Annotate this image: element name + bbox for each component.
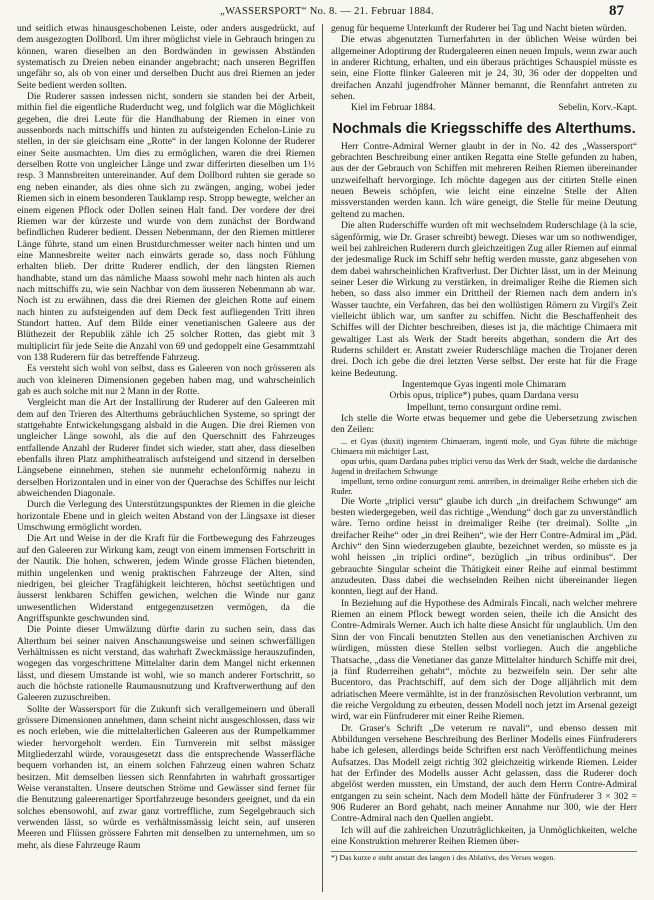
paragraph: Die alten Ruderschiffe wurden oft mit wechselndem Ruderschlage (à la scie, sägenförmig, wie Dr. Graser schreibt) bewegt. Dieses war um so nothwendiger, weil bei zahlreichen Ruderern durch gleichzeitigen Zug aller Riemen auf einmal der jedesmalige Ruck im Schiff sehr heftig werden musste, ganz abgesehen von dem dabei wahrscheinlichen Kraftverlust. Der Dichter lässt, um in der Meinung seiner Leser die Wirkung zu verstärken, in dreimaliger Reihe die Riemen sich heben, so dass also immer ein Drittheil der Riemen nach dem andern in's Wasser tauchte, ein Verfahren, das bei den wollüstigen Römern zu Virgil's Zeit vielleicht üblich war, um sanfter zu schiffen. Nicht die Beschaffenheit des Schiffes will der Dichter beschreiben, dieses ist ja, die mächtige Chimaera mit gewaltiger Last als Werk der Stadt bereits abgethan, sondern die Art des Ruderns schildert er. Anstatt zweier Ruderschläge machen die Trojaner deren drei. Doch ich gebe die drei letzten Verse selbst. Der erste hat für die Frage keine Bedeutung. bbox=[331, 221, 637, 379]
footnote: *) Das kurze e steht anstatt des langen i des Ablativs, des Verses wegen. bbox=[331, 851, 637, 863]
verse-line: Impellunt, terno consurgunt ordine remi. bbox=[406, 402, 562, 413]
translation-line: ... et Gyas (duxit) ingentem Chimaeram, ingenti mole, und Gyas führte die mächtige Chimaera mit mächtiger Last, bbox=[331, 436, 637, 456]
page-header bbox=[0, 0, 654, 22]
paragraph: Ich will auf die zahlreichen Unzuträglichkeiten, ja Unmöglichkeiten, welche eine Konstruktion mehrerer Reihen Riemen über- bbox=[331, 825, 637, 847]
left-column bbox=[17, 24, 315, 894]
paragraph: Sollte der Wassersport für die Zukunft sich verallgemeinern und überall grössere Dimensionen annehmen, dann scheint nicht ausgeschlossen, dass wir es noch erleben, wie die mittelalterlichen Galeeren aus der Rumpelkammer wieder hervorgeholt werden. Ein Turnverein mit selbst mässiger Mitgliederzahl würde, vorausgesetzt dass die entsprechende Wasserfläche bequem vorhanden ist, an einem solchen Fahrzeug einen wahren Schatz besitzen. Mit demselben liessen sich Rennfahrten in wahrhaft grossartiger Weise veranstalten. Unsere deutschen Ströme und Gewässer sind ferner für die Benutzung galeerenartiger Sportfahrzeuge besonders geeignet, und da ein solches ebensowohl, auf zwar ganz vortreffliche, zum Segelgebrauch sich verwenden lässt, so würde es verhältnissmässig leicht sein, auf unseren Meeren und Flüssen grössere Fahrten mit denselben zu unternehmen, um so mehr, als diese Fahrzeuge Raum bbox=[17, 704, 315, 851]
page-number: 87 bbox=[609, 3, 624, 19]
signature-place-date: Kiel im Februar 1884. bbox=[351, 103, 436, 114]
verse-line: Ingentemque Gyas ingenti mole Chimaram bbox=[401, 379, 567, 390]
paragraph: In Beziehung auf die Hypothese des Admirals Fincali, nach welcher mehrere Riemen an einem Pflock bewegt worden seien, theile ich die Ansicht des Contre-Admirals Werner. Auch ich halte diese Ansicht für unglaublich. Um den Sinn der von Fincali benutzten Stellen aus den venetianischen Archiven zu würdigen, müssten diese Stellen selbst vorliegen. Auch die angebliche Thatsache, „dass die Venetianer das ganze Mittelalter hindurch Schiffe mit drei, ja fünf Ruderreihen gehabt“, möchte zu bezweifeln sein. Der sehr alte Bucentoro, das Prachtschiff, auf dem sich der Doge alljährlich mit dem adriatischen Meere vermählte, ist in der französischen Revolution verbrannt, um die reiche Vergoldung zu erbeuten, dessen Modell noch jetzt im Arsenal gezeigt wird, war ein Fünfruderer mit einer Reihe Riemen. bbox=[331, 598, 637, 723]
paragraph: Ich stelle die Worte etwas bequemer und gebe die Uebersetzung zwischen den Zeilen: bbox=[331, 414, 637, 436]
paragraph: Die Ruderer sassen indessen nicht, sondern sie standen bei der Arbeit, mithin fiel die eigentliche Ruderducht weg, und folglich war die Möglichkeit gegeben, die drei Leute für die Handhabung der Riemen in einer von aussenbords nach mittschiffs und hinten zu aufsteigenden Echelon-Linie zu stellen, in der sie gleichsam eine „Rotte“ in der langen Kolonne der Ruderer einer Seite ausmachten. Um dies zu ermöglichen, waren die drei Riemen derselben Rotte von ungleicher Länge und zwar differirten dieselben um 1½ resp. 3 Mannsbreiten untereinander. Auf dem Dollbord ruhten sie gerade so eng neben einander, als dies ohne sich zu zwängen, anging, wobei jeder Riemen sich in einem besonderen Tauklamp resp. Stropp bewegte, welcher an einem eigenen Pflock oder Dollen seinen Halt fand. Der vordere der drei Riemen war der kürzeste und wurde von dem zunächst der Bordwand befindlichen Ruderer bedient. Dessen Nebenmann, der den Riemen mittlerer Länge führte, stand um einen Brustdurchmesser weiter nach hinten und um eine Mannesbreite weiter nach einwärts gerade so, dass noch Fühlung erhalten blieb. Der dritte Ruderer endlich, der den längsten Riemen handhabte, stand um das nämliche Maass sowohl mehr nach hinten als auch nach mittschiffs zu, wie sein Nachbar von dem äusseren Nebenmann ab war. Noch ist zu erwähnen, dass die drei Riemen der gleichen Rotte auf einem nach hinten zu aufsteigenden auf dem Deck fest aufliegenden Tritt ihren Standort hatten. Auf dem Bilde einer venetianischen Galeere aus der Blüthezeit der Republik zähle ich 25 solcher Rotten, das giebt mit 3 multiplicirt für jede Seite die Anzahl von 69 und gedoppelt eine Gesammtzahl von 138 Ruderern für das betreffende Fahrzeug. bbox=[17, 92, 315, 363]
paragraph: Die etwas abgenutzten Turnerfahrten in der üblichen Weise würden bei allgemeiner Adoptirung der Rudergaleeren einen neuen Impuls, wenn zwar auch in anderer Richtung, erhalten, und ein überaus prächtiges Schauspiel müsste es sein, eine Flotte flinker Galeeren mit je 24, 30, 36 oder der doppelten und dreifachen Anzahl jugendfroher Männer bemannt, die Rennfahrt antreten zu sehen. bbox=[331, 35, 637, 103]
translation-line: impellunt, terno ordine consurgunt remi. antreiben, in dreimaliger Reihe erheben sich die Ruder. bbox=[331, 476, 637, 496]
article-title: Nochmals die Kriegsschiffe des Alterthums. bbox=[332, 120, 636, 137]
paragraph: Die Worte „triplici versu“ glaube ich durch „in dreifachem Schwunge“ am besten wiedergegeben, weil das richtige „Wendung“ doch gar zu unverständlich wäre. Terno ordine heisst in dreimaliger Reihe (ter dreimal). Sollte „in dreifacher Reihe“ oder „in drei Reihen“, wie der Herr Contre-Admiral im „Päd. Archiv“ den Sinn wiederzugeben glaubte, bezeichnet werden, so müsste es ja wohl heissen „in triplici ordine“, bezüglich „in tribus ordinibus“. Der gebrauchte Singular scheint die Thätigkeit einer Reihe auf einmal bestimmt anzudeuten. Dass dabei die wechselnden Reihen nicht übereinander liegen konnten, liegt auf der Hand. bbox=[331, 496, 637, 598]
paragraph: genug für bequeme Unterkunft der Ruderer bei Tag und Nacht bieten würden. bbox=[331, 24, 627, 34]
running-header-title: „WASSERSPORT“ No. 8. — 21. Februar 1884. bbox=[220, 6, 434, 17]
paragraph: Dr. Graser's Schrift „De veterum re navali“, und ebenso dessen mit Abbildungen versehene Beschreibung des Berliner Modells eines Fünfruderers habe ich gelesen, allerdings beide Schriften erst nach Veröffentlichung meines Aufsatzes. Das Modell zeigt richtig 302 gleichzeitig wirkende Riemen. Leider hat der Erfinder des Modells ausser Acht gelassen, dass die Ruderer doch abgelöst werden mussten, ein Umstand, der auch dem Herrn Contre-Admiral entgangen zu sein scheint. Nach dem Modell hätte der Fünfruderer 3 × 302 = 906 Ruderer an Bord gehabt, nach meiner Annahme nur 300, wie der Herr Contre-Admiral nach den Quellen angiebt. bbox=[331, 723, 637, 825]
column-divider bbox=[322, 24, 323, 892]
translation-line: opus urbis, quam Dardana pubes triplici versu das Werk der Stadt, welche die dardanische Jugend in dreifachem Schwunge bbox=[331, 456, 637, 476]
paragraph: Die Art und Weise in der die Kraft für die Fortbewegung des Fahrzeuges auf den Galeeren zur Wirkung kam, zeugt von einem immensen Fortschritt in der Nautik. Die hohen, schweren, jedem Winde grosse Flächen bietenden, mithin ungelenken und wenig praktischen Fahrzeuge der Alten, sind niedrigen, bei gleicher Tragfähigkeit leichteren, höchst seetüchtigen und äusserst lenkbaren Schiffen gewichen, welchen die Winde nur ganz unwesentlichen Widerstand entgegenzusetzen vermögen, da die Angriffspunkte geschwunden sind. bbox=[17, 534, 315, 624]
paragraph: Vergleicht man die Art der Installirung der Ruderer auf den Galeeren mit dem auf den Trieren des Alterthums gebräuchlichen Systeme, so springt der stattgehabte Entwickelungsgang alsbald in die Augen. Die drei Riemen von ungleicher Länge sowohl, als die auf den Querschnitt des Fahrzeuges entfallende Anzahl der Ruderer findet sich wieder, statt aber, dass dieselben ebenfalls ihren Platz amphitheatralisch aufsteigend und sitzend in derselben Längsebene einnehmen, stehen sie nunmehr echelonförmig nahezu in derselben Horizontalen und in einer von der Querachse des Schiffes nur leicht abweichenden Diagonale. bbox=[17, 398, 315, 500]
paragraph: Herr Contre-Admiral Werner glaubt in der in No. 42 des „Wassersport“ gebrachten Beschreibung einer antiken Regatta eine Stelle gefunden zu haben, aus der der Gebrauch von Schiffen mit mehreren Reihen Riemen übereinander unzweifelhaft hervorginge. Ich möchte dagegen aus der citirten Stelle einen neuen Beweis schöpfen, wie leicht eine einzelne Stelle der Alten missverstanden werden kann. Ich wäre geneigt, die Stelle für meine Deutung geltend zu machen. bbox=[331, 141, 637, 220]
signature-author: Sebelin, Korv.-Kapt. bbox=[558, 103, 637, 114]
author-signature bbox=[331, 103, 637, 114]
verse-line: Orbis opus, triplice*) pubes, quam Dardana versu bbox=[389, 391, 579, 402]
paragraph: und seitlich etwas hinausgeschobenen Leiste, oder anders ausgedrückt, auf dem ausgezogten Dollbord. Um ihrer möglichst viele in Gebrauch bringen zu können, waren dieselben an den Bordwänden in gewissen Abständen systematisch zu Dreien neben einander angebracht; nach unseren Begriffen ungefähr so, als ob von einer und derselben Ducht aus drei Riemen an jeder Seite bedient werden sollten. bbox=[17, 24, 315, 91]
paragraph: Durch die Verlegung des Unterstützungspunktes der Riemen in die gleiche horizontale Ebene und in gleich weiten Abstand von der Längsaxe ist dieser Umschwung ermöglicht worden. bbox=[17, 500, 315, 534]
paragraph: Es versteht sich wohl von selbst, dass es Galeeren von noch grösseren als auch von kleineren Dimensionen gegeben haben mag, und wahrscheinlich gab es auch solche mit nur 2 Mann in der Rotte. bbox=[17, 364, 315, 397]
paragraph: Die Pointe dieser Umwälzung dürfte darin zu suchen sein, dass das Alterthum bei seiner naiven Anschauungsweise und seinen schwerfälligen Verhältnissen es nicht verstand, das wahrhaft Zweckmässige herauszufinden, wogegen das vorgeschrittene Mittelalter darin dem Mangel nicht erkennen lässt, und diesem Umstande ist wohl, wie so manch anderer Fortschritt, so auch die höchste rationelle Raumausnutzung und Kraftverwerthung auf den Galeeren zuzuschreiben. bbox=[17, 625, 315, 704]
right-column bbox=[331, 24, 637, 894]
